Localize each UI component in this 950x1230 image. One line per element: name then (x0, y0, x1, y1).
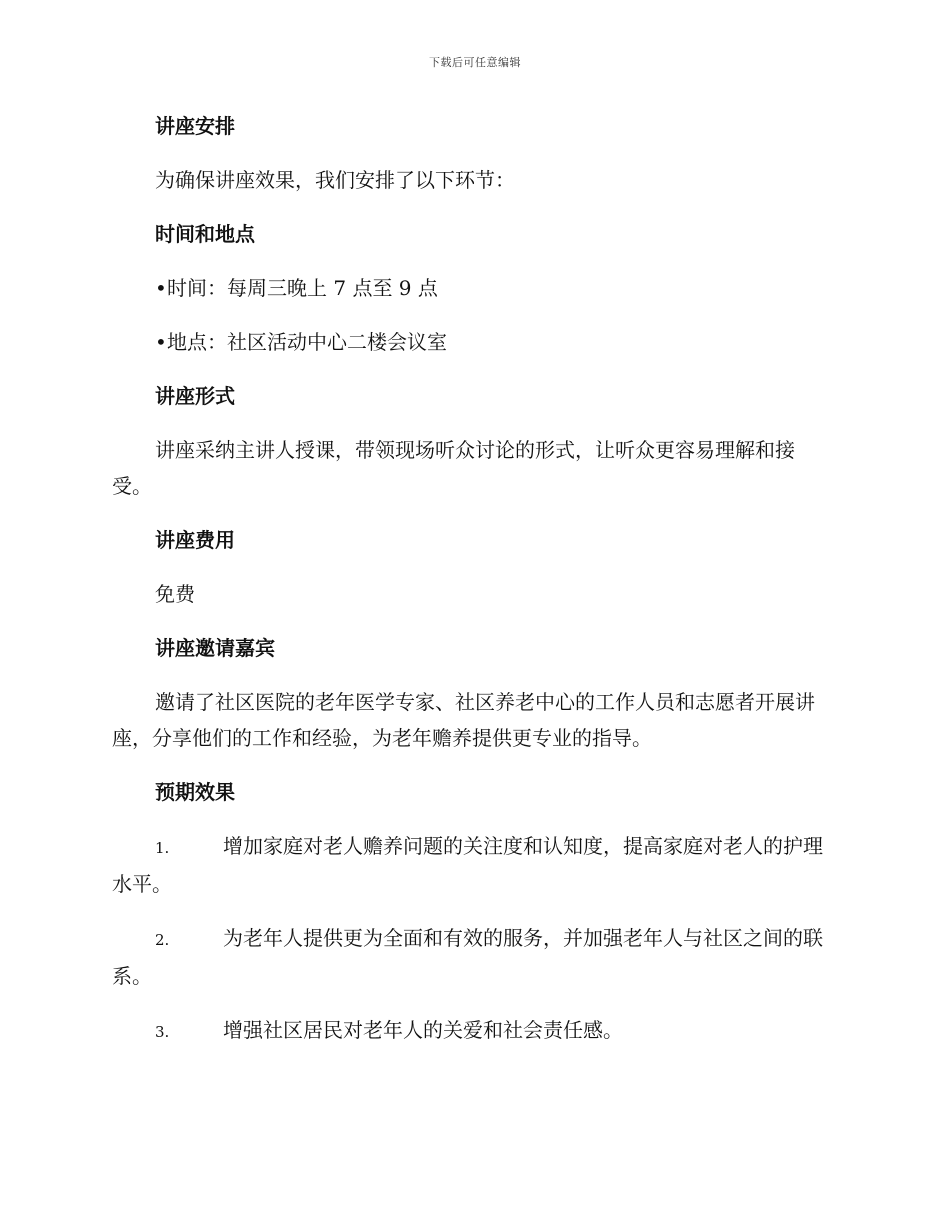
page-header: 下载后可任意编辑 (429, 56, 521, 69)
effect-item-number: 3. (155, 1023, 170, 1041)
section-heading-format: 讲座形式 (155, 384, 235, 408)
bullet-time-text: 时间：每周三晚上 7 点至 9 点 (167, 276, 438, 300)
effect-item-text: 增强社区居民对老年人的关爱和社会责任感。 (223, 1018, 623, 1042)
guests-text: 邀请了社区医院的老年医学专家、社区养老中心的工作人员和志愿者开展讲座，分享他们的工作和经验，为老年赡养提供更专业的指导。 (112, 690, 815, 750)
effect-item-2 (112, 920, 832, 994)
fee-text: 免费 (155, 582, 195, 606)
effect-item-3 (112, 1012, 832, 1050)
document-body (112, 108, 832, 1068)
effect-item-number: 2. (155, 931, 170, 949)
effect-item-text: 增加家庭对老人赡养问题的关注度和认知度，提高家庭对老人的护理水平。 (112, 834, 823, 896)
effect-item-number: 1. (155, 839, 170, 857)
effect-item-1 (112, 828, 832, 902)
section-heading-fee: 讲座费用 (155, 528, 235, 552)
bullet-icon: • (155, 330, 167, 354)
bullet-time (112, 270, 832, 306)
effect-item-text: 为老年人提供更为全面和有效的服务，并加强老年人与社区之间的联系。 (112, 926, 823, 988)
section-heading-guests: 讲座邀请嘉宾 (155, 636, 275, 660)
section-heading-time-place: 时间和地点 (155, 222, 255, 246)
arrangement-intro: 为确保讲座效果，我们安排了以下环节： (155, 168, 515, 192)
format-text: 讲座采纳主讲人授课，带领现场听众讨论的形式，让听众更容易理解和接受。 (112, 438, 795, 498)
bullet-place (112, 324, 832, 360)
section-heading-arrangement: 讲座安排 (155, 114, 235, 138)
bullet-place-text: 地点：社区活动中心二楼会议室 (167, 330, 447, 354)
section-heading-effects: 预期效果 (155, 780, 235, 804)
bullet-icon: • (155, 276, 167, 300)
